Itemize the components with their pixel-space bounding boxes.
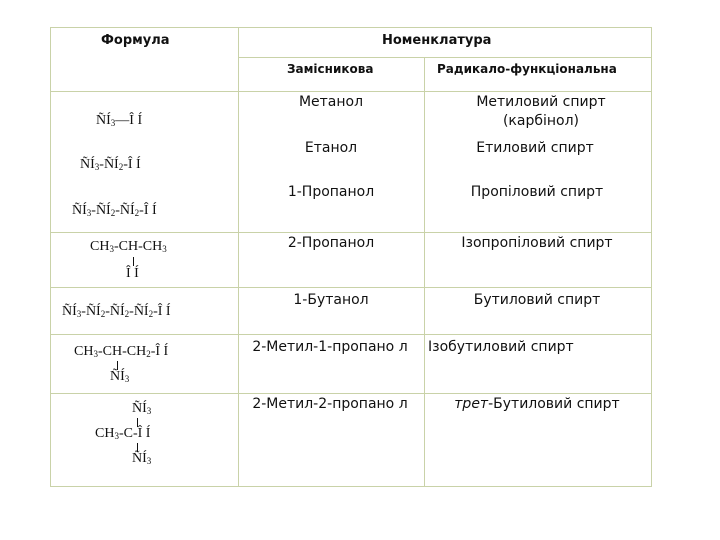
radical-name-2-propanol: Ізопропіловий спирт xyxy=(461,235,613,251)
radical-name-2-methyl-2-propanol: трет-Бутиловий спирт xyxy=(454,396,620,412)
header-radical-functional: Радикало-функціональна xyxy=(437,62,617,76)
substitutive-name-methanol: Метанол xyxy=(298,94,364,110)
formula-2-methyl-2-propanol-main: $CH_3-C-Î$ Í xyxy=(95,426,151,441)
formula-2-methyl-1-propanol-branch: $ÑÍ_3$ xyxy=(110,369,130,384)
formula-ethanol: $ÑÍ_3-ÑÍ_2-Î$ Í xyxy=(80,157,141,172)
formula-2-propanol-branch: Î Í xyxy=(126,266,139,281)
substitutive-name-2-methyl-1-propanol: 2-Метил-1-пропано л xyxy=(252,339,408,355)
radical-name-methanol: Метиловий спирт (карбінол) xyxy=(476,94,606,129)
radical-name-1-butanol: Бутиловий спирт xyxy=(473,292,601,308)
radical-name-1-propanol: Пропіловий спирт xyxy=(470,184,604,200)
formula-methanol: $ÑÍ_3—Î$ Í xyxy=(96,113,143,128)
formula-2-methyl-2-propanol-top: $ÑÍ_3$ xyxy=(132,401,152,416)
substitutive-name-1-butanol: 1-Бутанол xyxy=(293,292,369,308)
header-nomenclature: Номенклатура xyxy=(382,33,492,48)
formula-2-methyl-2-propanol-bottom: $ÑÍ_3$ xyxy=(132,451,152,466)
radical-name-ethanol: Етиловий спирт xyxy=(476,140,594,156)
formula-2-methyl-1-propanol: $CH_3-CH-CH_2-Î$ Í xyxy=(74,344,169,359)
substitutive-name-ethanol: Етанол xyxy=(304,140,358,156)
substitutive-name-2-propanol: 2-Пропанол xyxy=(287,235,375,251)
radical-name-2-methyl-1-propanol: Ізобутиловий спирт xyxy=(428,339,574,355)
formula-2-propanol-bond xyxy=(133,257,134,266)
substitutive-name-1-propanol: 1-Пропанол xyxy=(287,184,375,200)
formula-1-butanol: $ÑÍ_3-ÑÍ_2-ÑÍ_2-ÑÍ_2-Î$ Í xyxy=(62,304,171,319)
substitutive-name-2-methyl-2-propanol: 2-Метил-2-пропано л xyxy=(252,396,408,412)
header-formula: Формула xyxy=(101,33,170,48)
formula-1-propanol: $ÑÍ_3-ÑÍ_2-ÑÍ_2-Î$ Í xyxy=(72,203,157,218)
header-substitutive: Замісникова xyxy=(287,62,374,76)
formula-2-propanol: $CH_3-CH-CH_3$ xyxy=(90,239,167,254)
